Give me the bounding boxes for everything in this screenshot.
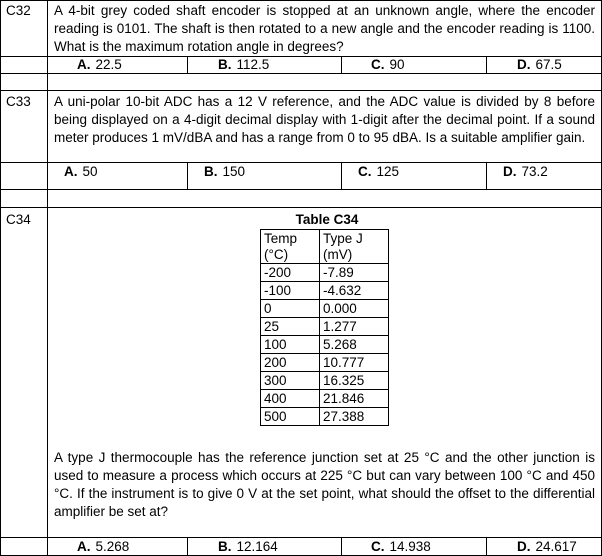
table-caption: Table C34: [295, 212, 359, 227]
thermocouple-table: [260, 229, 389, 426]
option-d[interactable]: D. 67.5: [517, 57, 562, 72]
option-c[interactable]: C. 14.938: [371, 539, 431, 554]
rule: [187, 56, 188, 73]
table-header: Temp (°C): [261, 230, 320, 264]
table-row: 0 0.000: [261, 300, 389, 318]
question-number: C34: [6, 212, 31, 227]
rule: [187, 162, 188, 189]
rule: [341, 537, 342, 556]
rule: [0, 90, 602, 91]
table-row: 200 10.777: [261, 354, 389, 372]
rule: [0, 73, 602, 74]
rule: [341, 56, 342, 73]
rule: [0, 162, 602, 163]
rule: [341, 162, 342, 189]
table-row: 100 5.268: [261, 336, 389, 354]
question-text: A type J thermocouple has the reference junction set at 25 °C and the other junction is used to measure a process which occurs at 225 °C but can vary between 100 °C and 450 °C. If the instrument is to give 0 V at the set point, what should the offset to the differential amplifier be set at?: [54, 450, 595, 519]
rule: [0, 207, 602, 208]
rule: [0, 0, 1, 556]
rule: [0, 189, 602, 190]
rule: [0, 537, 602, 538]
question-text: A uni-polar 10-bit ADC has a 12 V reference, and the ADC value is divided by 8 before being displayed on a 4-digit decimal display with 1-digit after the decimal point. If a sound meter produces 1 mV/dBA and has a range from 0 to 95 dBA. Is a suitable amplifier gain.: [54, 94, 595, 145]
option-b[interactable]: B. 112.5: [218, 57, 270, 72]
rule: [0, 0, 602, 1]
question-text: A 4-bit grey coded shaft encoder is stopped at an unknown angle, where the encoder reading is 0101. The shaft is then rotated to a new angle and the encoder reading is 1100. What is the maximum rotation angle in degrees?: [54, 3, 595, 54]
table-row: 300 16.325: [261, 372, 389, 390]
option-c[interactable]: C. 90: [371, 57, 405, 72]
option-d[interactable]: D. 73.2: [503, 164, 548, 179]
rule: [486, 56, 487, 73]
question-number: C33: [6, 94, 31, 109]
table-header: Type J (mV): [320, 230, 389, 264]
rule: [47, 0, 48, 556]
rule: [486, 162, 487, 189]
option-b[interactable]: B. 12.164: [218, 539, 278, 554]
table-row: 400 21.846: [261, 390, 389, 408]
option-c[interactable]: C. 125: [358, 164, 400, 179]
table-row: -200 -7.89: [261, 264, 389, 282]
table-row: 500 27.388: [261, 408, 389, 426]
rule: [486, 537, 487, 556]
table-row: 25 1.277: [261, 318, 389, 336]
option-a[interactable]: A. 50: [64, 164, 98, 179]
option-a[interactable]: A. 22.5: [77, 57, 122, 72]
question-number: C32: [6, 3, 31, 18]
option-d[interactable]: D. 24.617: [517, 539, 577, 554]
option-a[interactable]: A. 5.268: [77, 539, 130, 554]
rule: [187, 537, 188, 556]
table-row: -100 -4.632: [261, 282, 389, 300]
option-b[interactable]: B. 150: [204, 164, 246, 179]
